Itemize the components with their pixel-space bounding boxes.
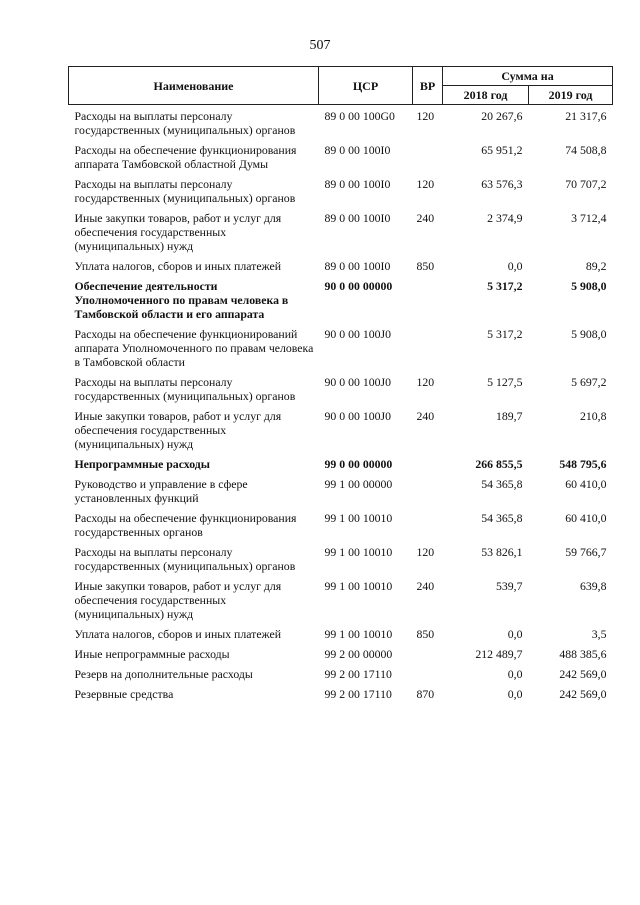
row-sum-2018: 54 365,8 [481,511,523,525]
row-vr: 850 [416,259,435,273]
row-name: Резервные средства [74,687,174,701]
row-sum-2018: 0,0 [507,667,523,681]
table-row [69,143,613,177]
row-sum-2019: 242 569,0 [559,667,607,681]
row-vr [413,143,443,177]
row-sum-2019: 5 908,0 [571,279,607,293]
table-row [69,211,613,259]
row-name: Иные непрограммные расходы [74,647,230,661]
row-vr: 120 [416,109,435,123]
table-row [69,647,613,667]
header-year-2018: 2018 год [443,86,529,105]
row-sum-2019: 548 795,6 [559,457,607,471]
row-vr: 850 [416,627,435,641]
table-row [69,457,613,477]
header-vr: ВР [413,67,443,105]
row-name: Расходы на выплаты персоналу государственных (муниципальных) органов [74,545,296,573]
row-name: Уплата налогов, сборов и иных платежей [74,627,282,641]
row-csr: 90 0 00 00000 [324,279,393,293]
row-sum-2019: 5 697,2 [571,375,607,389]
row-vr [413,667,443,687]
table-row [69,279,613,327]
row-sum-2019: 210,8 [579,409,607,423]
row-csr: 89 0 00 100I0 [324,259,391,273]
row-csr: 99 0 00 00000 [324,457,393,471]
row-sum-2018: 5 317,2 [487,327,523,341]
row-sum-2018: 539,7 [495,579,523,593]
row-vr: 240 [416,579,435,593]
row-sum-2018: 0,0 [507,687,523,701]
row-name: Руководство и управление в сфере установленных функций [74,477,248,505]
row-name: Расходы на выплаты персоналу государственных (муниципальных) органов [74,109,296,137]
row-sum-2019: 89,2 [585,259,607,273]
row-sum-2019: 21 317,6 [565,109,607,123]
row-name: Расходы на обеспечение функционирований аппарата Уполномоченного по правам человека в Тамбовской области [74,327,314,369]
row-csr: 99 1 00 10010 [324,627,393,641]
row-name: Иные закупки товаров, работ и услуг для обеспечения государственных (муниципальных) нужд [74,579,282,621]
table-row [69,667,613,687]
row-vr [413,511,443,545]
row-csr: 90 0 00 100J0 [324,375,392,389]
table-row [69,687,613,707]
row-csr: 89 0 00 100I0 [324,143,391,157]
row-vr: 240 [416,211,435,225]
row-csr: 99 1 00 10010 [324,579,393,593]
row-sum-2019: 3,5 [591,627,607,641]
table-row [69,327,613,375]
row-csr: 99 1 00 10010 [324,545,393,559]
table-row [69,511,613,545]
table-header [69,67,613,105]
header-name: Наименование [69,67,319,105]
row-name: Иные закупки товаров, работ и услуг для обеспечения государственных (муниципальных) нужд [74,211,282,253]
row-name: Расходы на выплаты персоналу государственных (муниципальных) органов [74,375,296,403]
row-sum-2019: 60 410,0 [565,477,607,491]
row-vr [413,327,443,375]
row-sum-2019: 3 712,4 [571,211,607,225]
row-name: Расходы на обеспечение функционирования аппарата Тамбовской областной Думы [74,143,297,171]
row-csr: 89 0 00 100I0 [324,211,391,225]
budget-table [68,66,613,707]
row-csr: 99 2 00 00000 [324,647,393,661]
header-year-2019: 2019 год [529,86,613,105]
table-row [69,545,613,579]
table-row [69,105,613,144]
header-sum: Сумма на [443,67,613,86]
row-sum-2019: 70 707,2 [565,177,607,191]
table-row [69,259,613,279]
row-name: Уплата налогов, сборов и иных платежей [74,259,282,273]
row-name: Обеспечение деятельности Уполномоченного по правам человека в Тамбовской области и его аппарата [74,279,289,321]
row-sum-2019: 488 385,6 [559,647,607,661]
row-vr [413,647,443,667]
row-vr [413,477,443,511]
row-sum-2018: 20 267,6 [481,109,523,123]
row-sum-2019: 242 569,0 [559,687,607,701]
row-csr: 99 1 00 10010 [324,511,393,525]
row-csr: 90 0 00 100J0 [324,409,392,423]
row-name: Расходы на выплаты персоналу государственных (муниципальных) органов [74,177,296,205]
row-sum-2019: 639,8 [579,579,607,593]
row-csr: 99 2 00 17110 [324,667,392,681]
table-row [69,579,613,627]
row-csr: 90 0 00 100J0 [324,327,392,341]
row-sum-2019: 60 410,0 [565,511,607,525]
row-sum-2018: 266 855,5 [475,457,523,471]
row-name: Резерв на дополнительные расходы [74,667,253,681]
row-sum-2018: 0,0 [507,259,523,273]
row-vr [413,279,443,327]
row-sum-2018: 0,0 [507,627,523,641]
table-row [69,375,613,409]
row-vr: 240 [416,409,435,423]
header-csr: ЦСР [319,67,413,105]
row-csr: 89 0 00 100I0 [324,177,391,191]
row-name: Непрограммные расходы [74,457,210,471]
table-row [69,177,613,211]
table-row [69,627,613,647]
table-body [69,105,613,708]
row-vr: 120 [416,177,435,191]
row-sum-2018: 63 576,3 [481,177,523,191]
row-sum-2019: 74 508,8 [565,143,607,157]
row-sum-2018: 54 365,8 [481,477,523,491]
row-vr [413,457,443,477]
row-name: Расходы на обеспечение функционирования государственных органов [74,511,297,539]
row-csr: 99 2 00 17110 [324,687,392,701]
row-sum-2019: 5 908,0 [571,327,607,341]
row-sum-2019: 59 766,7 [565,545,607,559]
row-vr: 120 [416,545,435,559]
table-row [69,409,613,457]
row-sum-2018: 65 951,2 [481,143,523,157]
row-name: Иные закупки товаров, работ и услуг для обеспечения государственных (муниципальных) нужд [74,409,282,451]
row-vr: 870 [416,687,435,701]
row-sum-2018: 189,7 [495,409,523,423]
row-vr: 120 [416,375,435,389]
row-sum-2018: 5 317,2 [487,279,523,293]
row-sum-2018: 53 826,1 [481,545,523,559]
row-csr: 89 0 00 100G0 [324,109,395,123]
page-number: 507 [309,38,331,53]
row-csr: 99 1 00 00000 [324,477,393,491]
row-sum-2018: 2 374,9 [487,211,523,225]
row-sum-2018: 5 127,5 [487,375,523,389]
table-row [69,477,613,511]
row-sum-2018: 212 489,7 [475,647,523,661]
